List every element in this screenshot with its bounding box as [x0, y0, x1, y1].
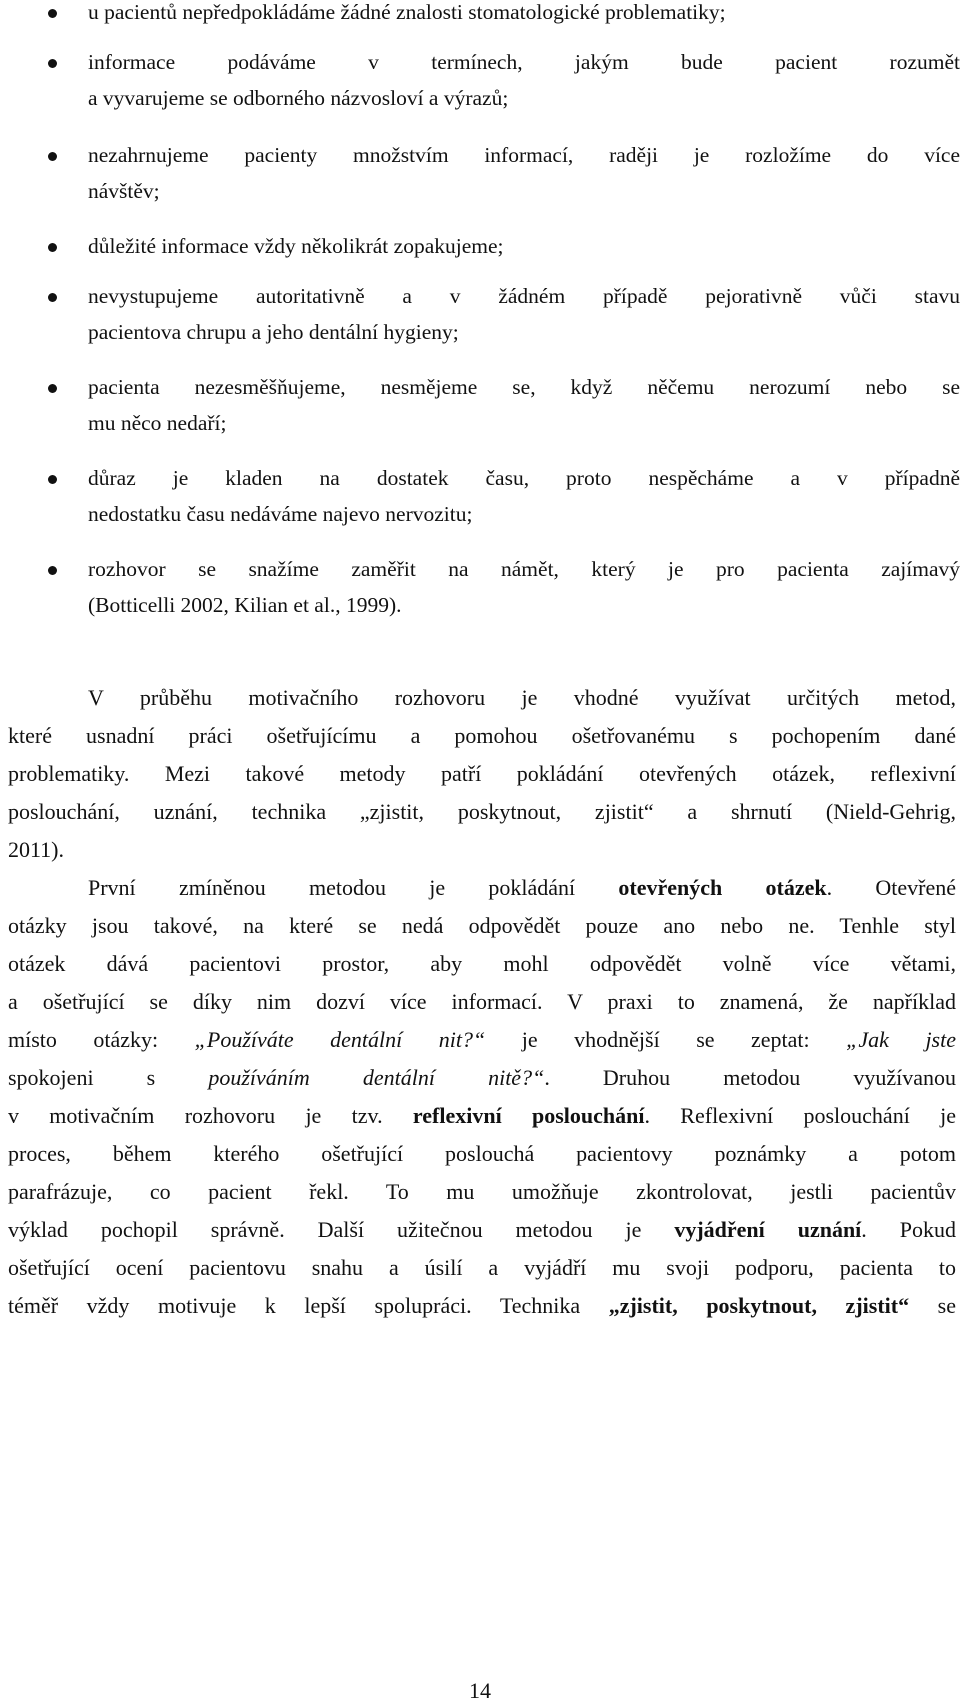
list-item-text: nezahrnujeme pacienty množstvím informací, raději je rozložíme do více: [88, 143, 960, 167]
term-affirmation: vyjádření uznání: [674, 1217, 862, 1242]
bullet-icon: [48, 243, 57, 252]
paragraph-line: otázky jsou takové, na které se nedá odpovědět pouze ano nebo ne. Tenhle styl: [8, 913, 956, 938]
example-question: „Jak jste: [846, 1027, 956, 1052]
paragraph-line: výklad pochopil správně. Další užitečnou metodou je vyjádření uznání. Pokud: [8, 1217, 956, 1242]
example-question: používáním dentální nitě?“: [208, 1065, 545, 1090]
paragraph-line: V průběhu motivačního rozhovoru je vhodné využívat určitých metod,: [88, 685, 956, 710]
list-item-text: a vyvarujeme se odborného názvosloví a výrazů;: [88, 86, 509, 110]
bullet-icon: [48, 293, 57, 302]
term-reflective-listening: reflexivní poslouchání: [412, 1103, 645, 1128]
list-item-text: (Botticelli 2002, Kilian et al., 1999).: [88, 593, 402, 617]
paragraph-line: spokojeni s používáním dentální nitě?“. Druhou metodou využívanou: [8, 1065, 956, 1090]
bullet-icon: [48, 566, 57, 575]
list-item-text: důležité informace vždy několikrát zopakujeme;: [88, 234, 504, 258]
term-elicit-provide-elicit: „zjistit, poskytnout, zjistit“: [608, 1293, 910, 1318]
paragraph-line: problematiky. Mezi takové metody patří pokládání otevřených otázek, reflexivní: [8, 761, 956, 786]
list-item-text: pacientova chrupu a jeho dentální hygieny;: [88, 320, 459, 344]
paragraph-line: téměř vždy motivuje k lepší spolupráci. Technika „zjistit, poskytnout, zjistit“ se: [8, 1293, 956, 1318]
list-item-text: důraz je kladen na dostatek času, proto nespěcháme a v případně: [88, 466, 960, 490]
bullet-icon: [48, 59, 57, 68]
bullet-icon: [48, 152, 57, 161]
paragraph-line: proces, během kterého ošetřující poslouchá pacientovy poznámky a potom: [8, 1141, 956, 1166]
paragraph-line: 2011).: [8, 837, 65, 862]
list-item-text: nevystupujeme autoritativně a v žádném případě pejorativně vůči stavu: [88, 284, 960, 308]
list-item-text: u pacientů nepředpokládáme žádné znalosti stomatologické problematiky;: [88, 0, 726, 24]
list-item-text: informace podáváme v termínech, jakým bude pacient rozumět: [88, 50, 960, 74]
paragraph-line: První zmíněnou metodou je pokládání otevřených otázek. Otevřené: [88, 875, 956, 900]
bullet-icon: [48, 384, 57, 393]
paragraph-line: místo otázky: „Používáte dentální nit?“ je vhodnější se zeptat: „Jak jste: [8, 1027, 956, 1052]
paragraph-line: a ošetřující se díky nim dozví více informací. V praxi to znamená, že například: [8, 989, 956, 1014]
paragraph-line: ošetřující ocení pacientovu snahu a úsilí a vyjádří mu svoji podporu, pacienta to: [8, 1255, 956, 1280]
example-question: „Používáte dentální nit?“: [194, 1027, 486, 1052]
paragraph-line: v motivačním rozhovoru je tzv. reflexivní poslouchání. Reflexivní poslouchání je: [8, 1103, 956, 1128]
term-open-questions: otevřených otázek: [618, 875, 827, 900]
paragraph-line: parafrázuje, co pacient řekl. To mu umožňuje zkontrolovat, jestli pacientův: [8, 1179, 956, 1204]
paragraph-line: otázek dává pacientovi prostor, aby mohl odpovědět volně více větami,: [8, 951, 956, 976]
paragraph-line: které usnadní práci ošetřujícímu a pomohou ošetřovanému s pochopením dané: [8, 723, 956, 748]
list-item-text: rozhovor se snažíme zaměřit na námět, který je pro pacienta zajímavý: [88, 557, 960, 581]
list-item-text: návštěv;: [88, 179, 160, 203]
bullet-icon: [48, 475, 57, 484]
paragraph-line: poslouchání, uznání, technika „zjistit, poskytnout, zjistit“ a shrnutí (Nield-Gehrig,: [8, 799, 956, 824]
list-item-text: nedostatku času nedáváme najevo nervozitu;: [88, 502, 473, 526]
list-item-text: mu něco nedaří;: [88, 411, 227, 435]
page-number: 14: [469, 1678, 491, 1703]
bullet-icon: [48, 9, 57, 18]
list-item-text: pacienta nezesměšňujeme, nesmějeme se, když něčemu nerozumí nebo se: [88, 375, 960, 399]
